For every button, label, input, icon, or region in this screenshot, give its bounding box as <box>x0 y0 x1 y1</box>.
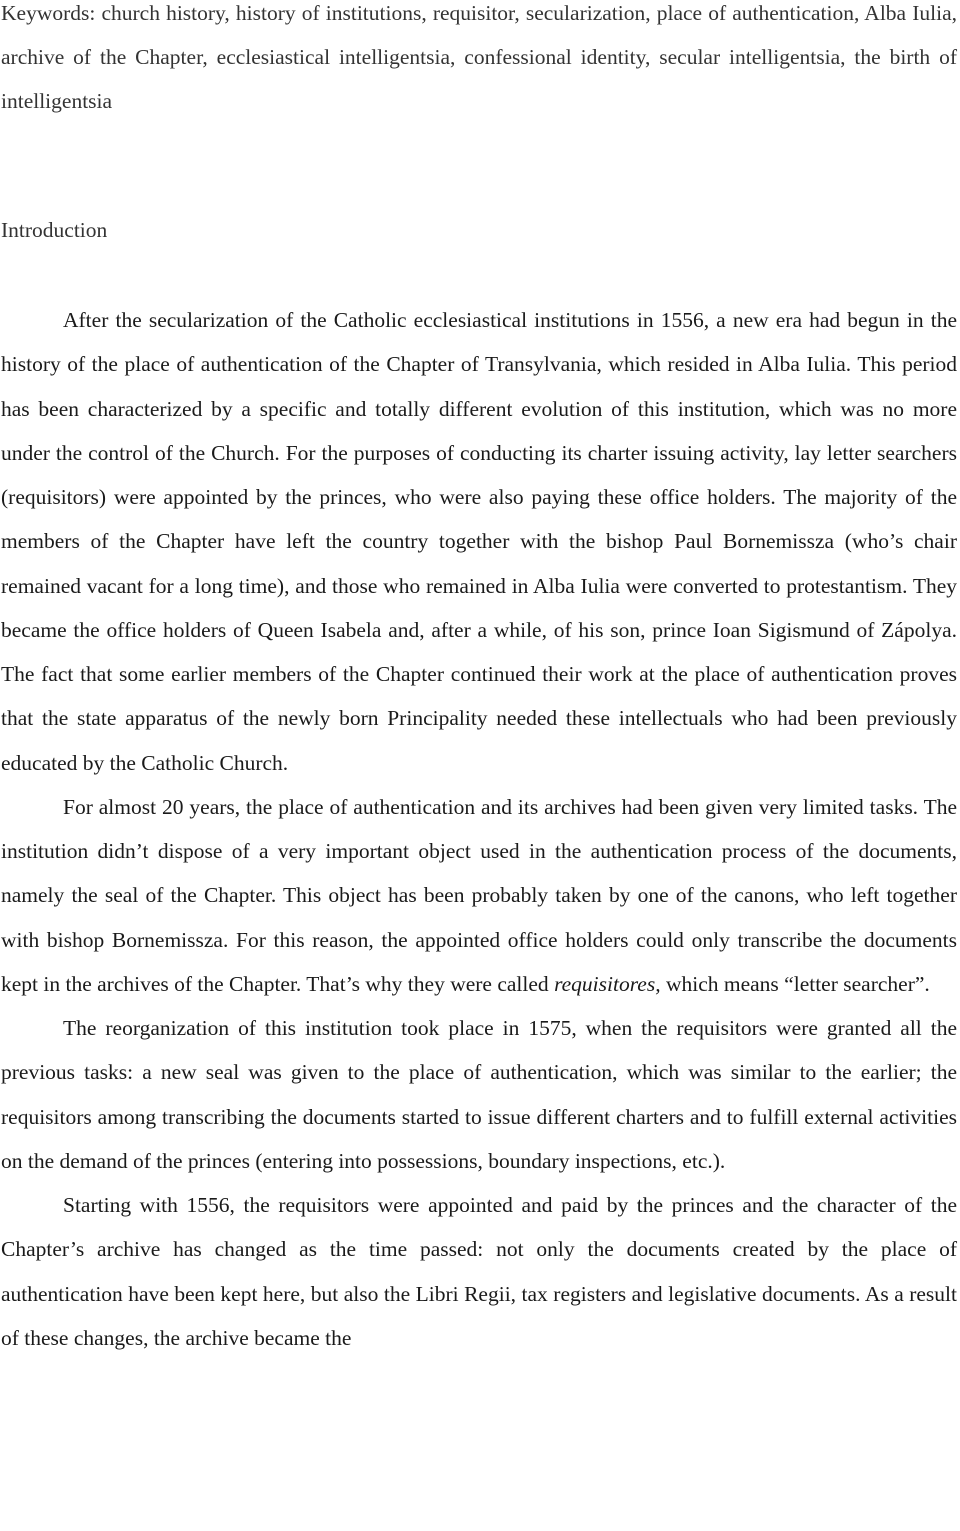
keywords-paragraph: Keywords: church history, history of institutions, requisitor, secularization, place of authentication, Alba Iulia, archive of the Chapter, ecclesiastical intelligentsia, confessional identity, secular intelligentsia, the birth of intelligentsia <box>1 1 957 114</box>
paragraph-archive-character: Starting with 1556, the requisitors were appointed and paid by the princes and the character of the Chapter’s archive has changed as the time passed: not only the documents created by the place of authentication have been kept here, but also the Libri Regii, tax registers and legislative documents. As a result of these changes, the archive became the <box>1 1193 957 1350</box>
section-heading: Introduction <box>1 218 108 242</box>
body-text <box>1 298 957 1360</box>
paragraph-limited-tasks-text: For almost 20 years, the place of authentication and its archives had been given very limited tasks. The institution didn’t dispose of a very important object used in the authentication process of the documents, namely the seal of the Chapter. This object has been probably taken by one of the canons, who left together with bishop Bornemissza. For this reason, the appointed office holders could only transcribe the documents kept in the archives of the Chapter. That’s why they were called <box>1 794 957 996</box>
paragraph-limited-tasks-end: which means “letter searcher”. <box>660 971 930 996</box>
paragraph-reorganization: The reorganization of this institution took place in 1575, when the requisitors were granted all the previous tasks: a new seal was given to the place of authentication, which was similar to the earlier; the requisitors among transcribing the documents started to issue different charters and to fulfill external activities on the demand of the princes (entering into possessions, boundary inspections, etc.). <box>1 1016 957 1173</box>
paragraph-limited-tasks <box>1 785 957 1006</box>
requisitores-term: requisitores, <box>554 971 661 996</box>
paragraph-secularization: After the secularization of the Catholic ecclesiastical institutions in 1556, a new era had begun in the history of the place of authentication of the Chapter of Transylvania, which resided in Alba Iulia. This period has been characterized by a specific and totally different evolution of this institution, which was no more under the control of the Church. For the purposes of conducting its charter issuing activity, lay letter searchers (requisitors) were appointed by the princes, who were also paying these office holders. The majority of the members of the Chapter have left the country together with the bishop Paul Bornemissza (who’s chair remained vacant for a long time), and those who remained in Alba Iulia were converted to protestantism. They became the office holders of Queen Isabela and, after a while, of his son, prince Ioan Sigismund of Zápolya. The fact that some earlier members of the Chapter continued their work at the place of authentication proves that the state apparatus of the newly born Principality needed these intellectuals who had been previously educated by the Catholic Church. <box>1 308 957 775</box>
